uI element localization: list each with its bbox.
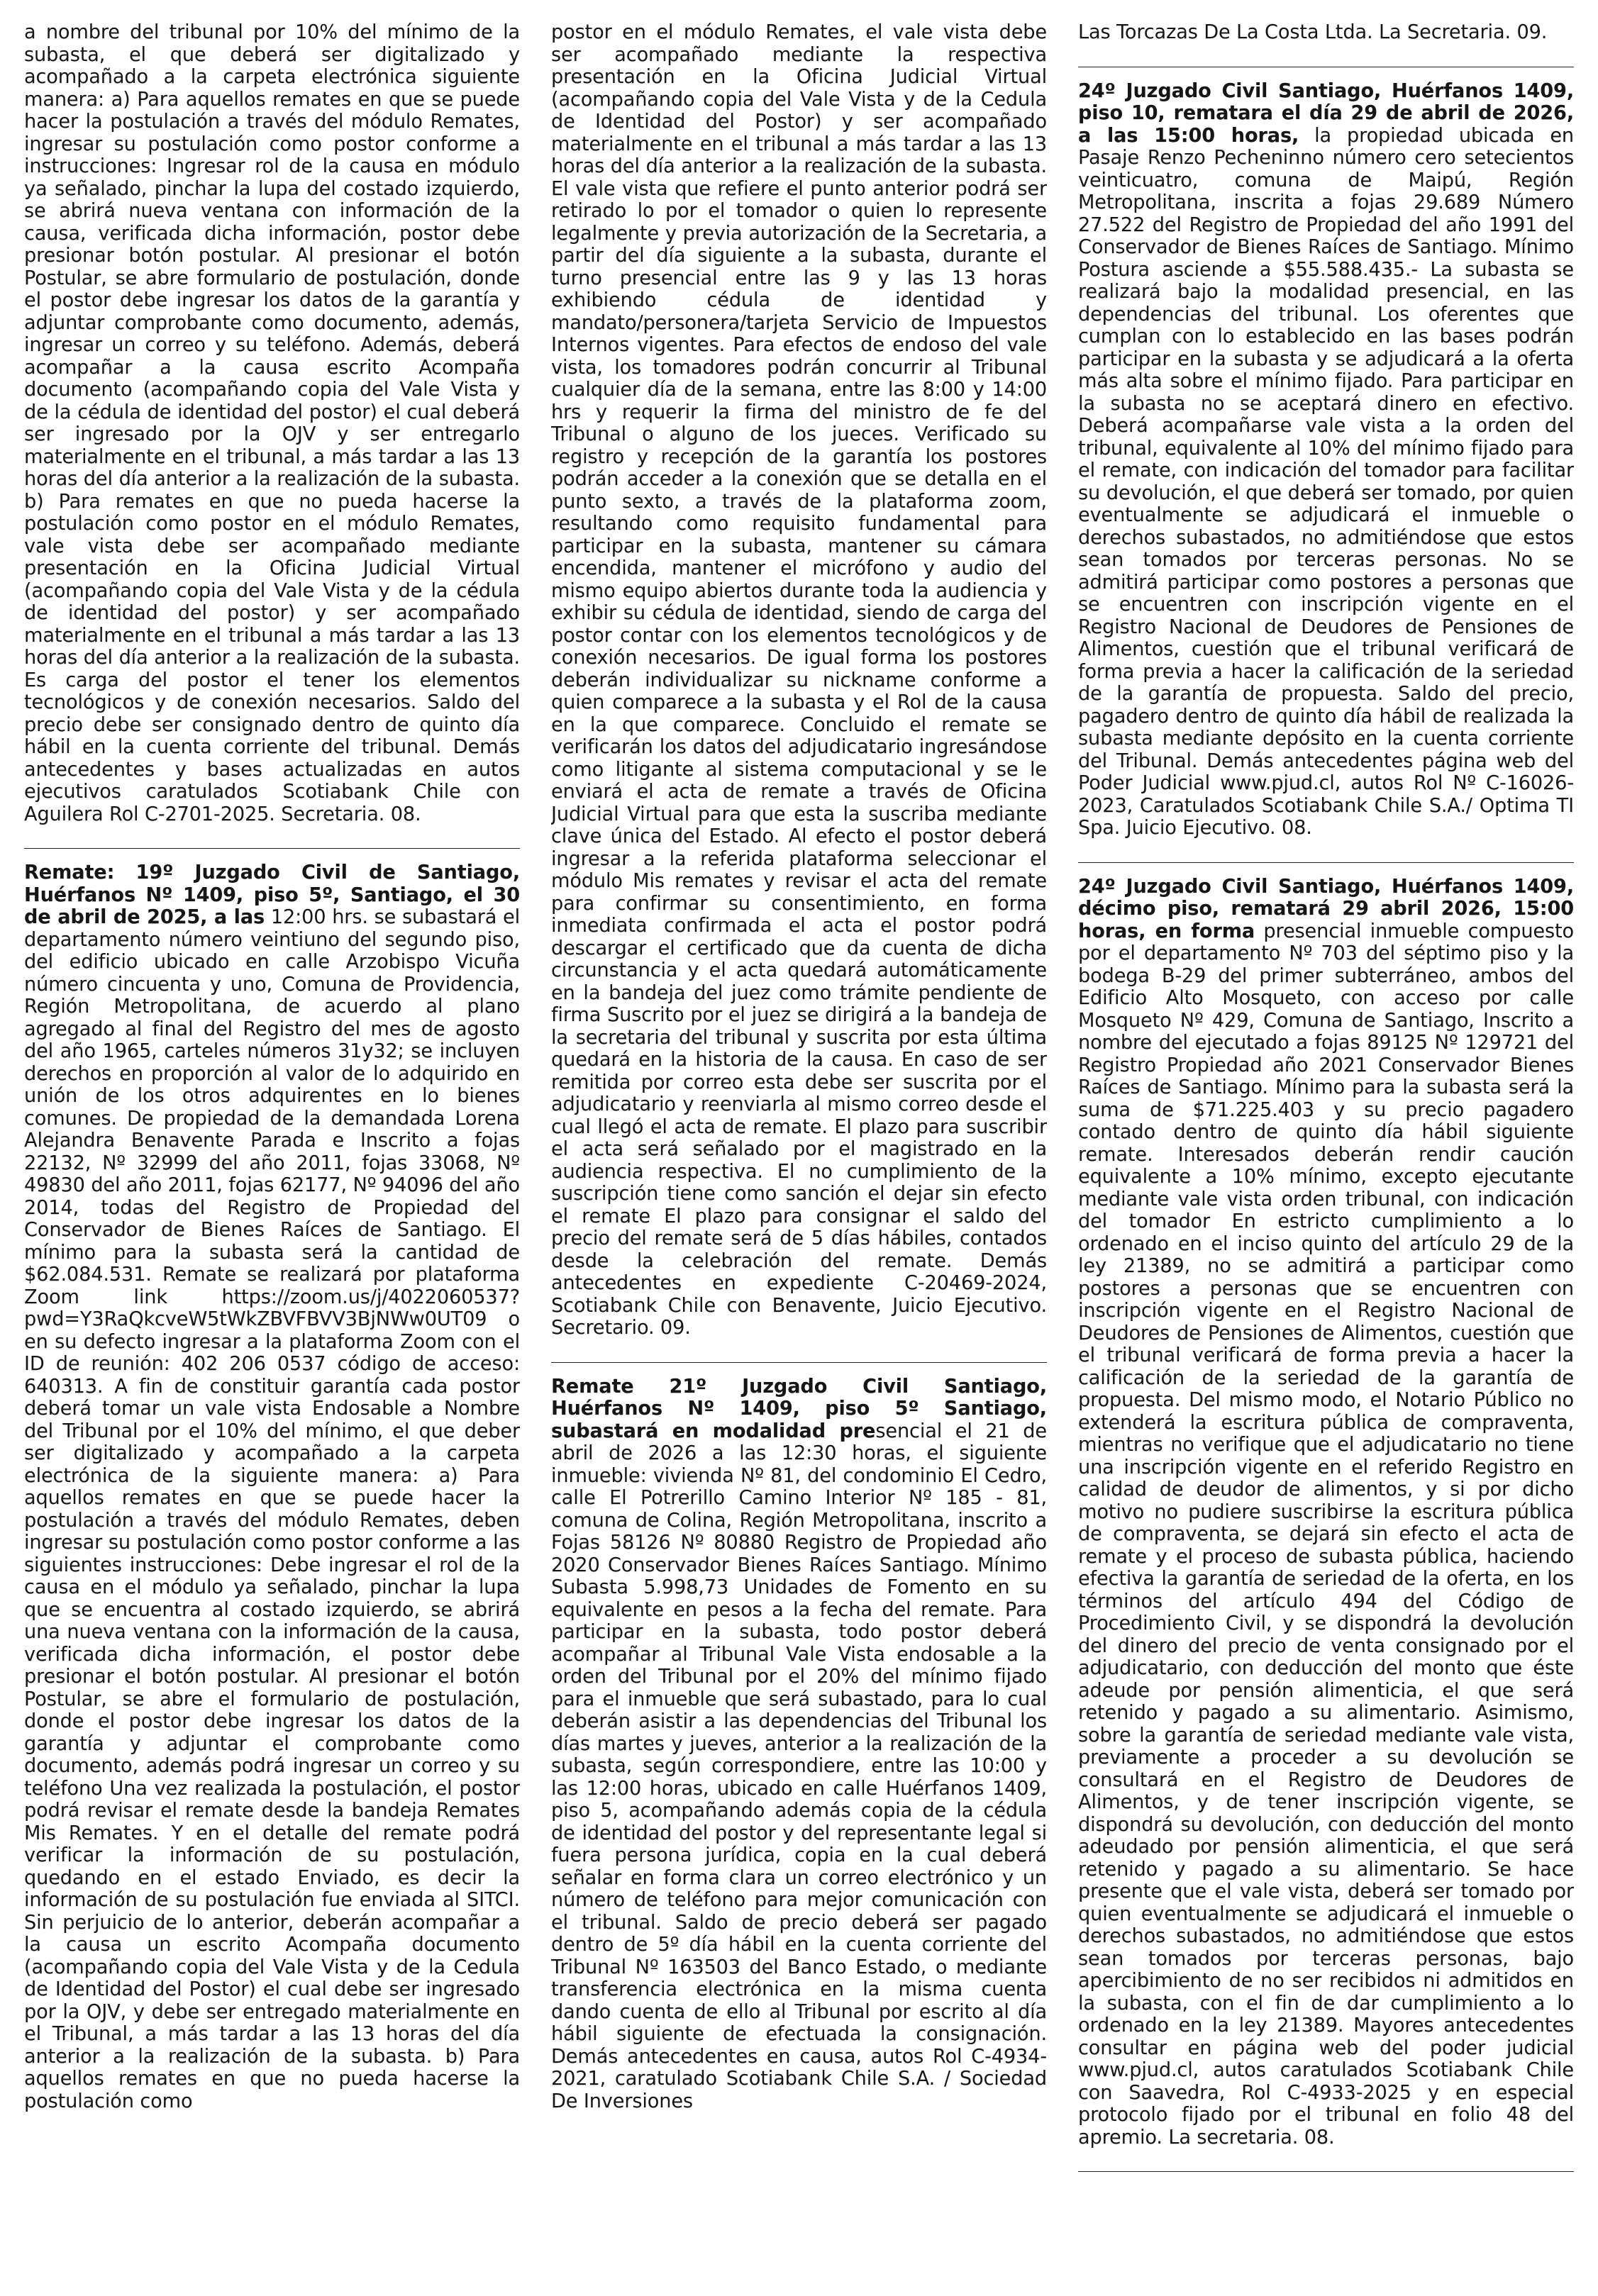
notice-body: la propiedad ubicada en Pasaje Renzo Pecheninno número cero setecientos veinticuatro, comuna de Maipú, Región Metropolitana, inscrita a fojas 29.689 Número 27.522 del Registro de Propiedad del año 1991 del Conservador de Bienes Raíces de Santiago. Mínimo Postura asciende a $55.588.435.- La subasta se realizará bajo la modalidad presencial, en las dependencias del tribunal. Los oferentes que cumplan con lo establecido en las bases podrán participar en la subasta y se adjudicará a la oferta más alta sobre el mínimo fijado. Para participar en la subasta no se aceptará dinero en efectivo. Deberá acompañarse vale vista a la orden del tribunal, equivalente al 10% del mínimo fijado para el remate, con indicación del tomador para facilitar su devolución, el que deberá ser tomado, por quien eventualmente se adjudicará el inmueble o derechos subastados, no admitiéndose que estos sean tomados por terceras personas. No se admitirá participar como postores a personas que se encuentren con inscripción vigente en el Registro Nacional de Deudores de Pensiones de Alimentos, cuestión que el tribunal verificará de forma previa a hacer la calificación de la seriedad de la garantía de propuesta. Saldo del precio, pagadero dentro de quinto día hábil de realizada la subasta mediante depósito en la cuenta corriente del Tribunal. Demás antecedentes página web del Poder Judicial www.pjud.cl, autos Rol Nº C-16026-2023, Caratulados Scotiabank Chile S.A./ Optima TI Spa. Juicio Ejecutivo. 08.	[1078, 124, 1574, 839]
notice-lead: Remate 21º Juzgado Civil Santiago, Huérfanos Nº 1409, piso 5º Santiago, subastará en modalidad pre	[551, 1375, 1047, 1442]
newspaper-page	[24, 21, 1574, 2276]
notice-body: sencial el 21 de abril de 2026 a las 12:30 horas, el siguiente inmueble: vivienda Nº 81, del condominio El Cedro, calle El Potrerillo Camino Interior Nº 185 - 81, comuna de Colina, Región Metropolitana, inscrito a Fojas 58126 Nº 80880 Registro de Propiedad año 2020 Conservador Bienes Raíces Santiago. Mínimo Subasta 5.998,73 Unidades de Fomento en su equivalente en pesos a la fecha del remate. Para participar en la subasta, todo postor deberá acompañar al Tribunal Vale Vista endosable a la orden del Tribunal por el 20% del mínimo fijado para el inmueble que será subastado, para lo cual deberán asistir a las dependencias del Tribunal los días martes y jueves, anterior a la realización de la subasta, según correspondiere, entre las 10:00 y las 12:00 horas, ubicado en calle Huérfanos 1409, piso 5, acompañando además copia de la cédula de identidad del postor y del representante legal si fuera persona jurídica, copia en la cual deberá señalar en forma clara un correo electrónico y un número de teléfono para mejor comunicación con el tribunal. Saldo de precio deberá ser pagado dentro de 5º día hábil en la cuenta corriente del Tribunal Nº 163503 del Banco Estado, o mediante transferencia electrónica en la misma cuenta dando cuenta de ello al Tribunal por escrito al día hábil siguiente de efectuada la consignación. Demás antecedentes en causa, autos Rol C-4934-2021, caratulado Scotiabank Chile S.A. / Sociedad De Inversiones	[551, 1420, 1047, 2112]
notice-text	[1078, 876, 1574, 2149]
notice-lead: Remate: 19º Juzgado Civil de Santiago, Huérfanos Nº 1409, piso 5º, Santiago, el 30 de abril de 2025, a las	[24, 862, 520, 928]
notice-24-juzgado-mosqueto	[1078, 876, 1574, 2161]
notice-divider	[551, 1362, 1047, 1363]
notice-19-juzgado	[24, 862, 520, 2124]
notice-body: Las Torcazas De La Costa Ltda. La Secretaria. 09.	[1078, 21, 1548, 43]
notice-divider	[24, 848, 520, 849]
notice-lead: 24º Juzgado Civil Santiago, Huérfanos 1409, décimo piso, rematará 29 abril 2026, 15:00 horas, en forma	[1078, 875, 1574, 942]
column-3	[1078, 21, 1574, 2276]
notice-text	[1078, 21, 1574, 44]
notice-divider	[1078, 862, 1574, 863]
column-2	[551, 21, 1047, 2276]
notice-continuation	[1078, 21, 1574, 55]
notice-text	[1078, 80, 1574, 840]
notice-body: a nombre del tribunal por 10% del mínimo de la subasta, el que deberá ser digitalizado y acompañado a la carpeta electrónica siguiente manera: a) Para aquellos remates en que se puede hacer la postulación a través del módulo Remates, ingresar su postulación como postor conforme a instrucciones: Ingresar rol de la causa en módulo ya señalado, pinchar la lupa del costado izquierdo, se abrirá nueva ventana con información de la causa, verificada dicha información, postor debe presionar botón postular. Al presionar el botón Postular, se abre formulario de postulación, donde el postor debe ingresar los datos de la garantía y adjuntar comprobante como documento, además, ingresar un correo y su teléfono. Además, deberá acompañar a la causa escrito Acompaña documento (acompañando copia del Vale Vista y de la cédula de identidad del postor) el cual deberá ser ingresado por la OJV y ser entregarlo materialmente en el tribunal, a más tardar a las 13 horas del día anterior a la realización de la subasta. b) Para remates en que no pueda hacerse la postulación como postor en el módulo Remates, vale vista debe ser acompañado mediante presentación en la Oficina Judicial Virtual (acompañando copia del Vale Vista y de la cédula de identidad del postor) y ser acompañado materialmente en el tribunal a más tardar a las 13 horas del día anterior a la realización de la subasta. Es carga del postor el tener los elementos tecnológicos y de conexión necesarios. Saldo del precio debe ser consignado dentro de quinto día hábil en la cuenta corriente del tribunal. Demás antecedentes y bases actualizadas en autos ejecutivos caratulados Scotiabank Chile con Aguilera Rol C-2701-2025. Secretaria. 08.	[24, 21, 520, 825]
notice-text	[24, 21, 520, 825]
notice-divider	[1078, 2171, 1574, 2172]
notice-continuation	[24, 21, 520, 837]
notice-24-juzgado-maipu	[1078, 80, 1574, 851]
notice-21-juzgado	[551, 1376, 1047, 2124]
notice-text	[551, 21, 1047, 1339]
notice-continuation	[551, 21, 1047, 1351]
notice-text	[551, 1376, 1047, 2113]
notice-text	[24, 862, 520, 2112]
notice-lead: 24º Juzgado Civil Santiago, Huérfanos 1409, piso 10, rematara el día 29 de abril de 2026, a las 15:00 horas,	[1078, 79, 1574, 147]
notice-body: postor en el módulo Remates, el vale vista debe ser acompañado mediante la respectiva presentación en la Oficina Judicial Virtual (acompañando copia del Vale Vista y de la Cedula de Identidad del Postor) y ser acompañado materialmente en el tribunal a más tardar a las 13 horas del día anterior a la realización de la subasta. El vale vista que refiere el punto anterior podrá ser retirado lo por el tomador o quien lo represente legalmente y previa autorización de la Secretaria, a partir del día siguiente a la subasta, durante el turno presencial entre las 9 y las 13 horas exhibiendo cédula de identidad y mandato/personera/tarjeta Servicio de Impuestos Internos vigentes. Para efectos de endoso del vale vista, los tomadores podrán concurrir al Tribunal cualquier día de la semana, entre las 8:00 y 14:00 hrs y requerir la firma del ministro de fe del Tribunal o alguno de los jueces. Verificado su registro y recepción de la garantía los postores podrán acceder a la conexión que se detalla en el punto sexto, a través de la plataforma zoom, resultando como requisito fundamental para participar en la subasta, mantener su cámara encendida, mantener el micrófono y audio del mismo equipo abiertos durante toda la audiencia y exhibir su cédula de identidad, siendo de carga del postor contar con los elementos tecnológicos y de conexión necesarios. De igual forma los postores deberán individualizar su nickname conforme a quien comparece a la subasta y el Rol de la causa en la que comparece. Concluido el remate se verificarán los datos del adjudicatario ingresándose como litigante al sistema computacional y se le enviará el acta de remate a través de Oficina Judicial Virtual para que esta la suscriba mediante clave única del Estado. Al efecto el postor deberá ingresar a la referida plataforma seleccionar el módulo Mis remates y revisar el acta del remate para confirmar su consentimiento, en forma inmediata confirmada el acta el postor podrá descargar el certificado que da cuenta de dicha circunstancia y el acta quedará automáticamente en la bandeja del juez como trámite pendiente de firma Suscrito por el juez se dirigirá a la bandeja de la secretaria del tribunal y suscrita por esta última quedará en la historia de la causa. En caso de ser remitida por correo esta debe ser suscrita por el adjudicatario y reenviarla al mismo correo desde el cual llegó el acta de remate. El plazo para suscribir el acta será señalado por el magistrado en la audiencia respectiva. El no cumplimiento de la suscripción tiene como sanción el dejar sin efecto el remate El plazo para consignar el saldo del precio del remate será de 5 días hábiles, contados desde la celebración del remate. Demás antecedentes en expediente C-20469-2024, Scotiabank Chile con Benavente, Juicio Ejecutivo. Secretario. 09.	[551, 21, 1047, 1339]
column-1	[24, 21, 520, 2276]
notice-body: presencial inmueble compuesto por el departamento Nº 703 del séptimo piso y la bodega B-29 del primer subterráneo, ambos del Edificio Alto Mosqueto, con acceso por calle Mosqueto Nº 429, Comuna de Santiago, Inscrito a nombre del ejecutado a fojas 89125 Nº 129721 del Registro Propiedad año 2021 Conservador Bienes Raíces de Santiago. Mínimo para la subasta será la suma de $71.225.403 y su precio pagadero contado dentro de quinto día hábil siguiente remate. Interesados deberán rendir caución equivalente a 10% mínimo, excepto ejecutante mediante vale vista orden tribunal, con indicación del tomador En estricto cumplimiento a lo ordenado en el inciso quinto del artículo 29 de la ley 21389, no se admitirá a participar como postores a personas que se encuentren con inscripción vigente en el Registro Nacional de Deudores de Pensiones de Alimentos, cuestión que el tribunal verificará de forma previa a hacer la calificación de la seriedad de la garantía de propuesta. Del mismo modo, el Notario Público no extenderá la escritura pública de compraventa, mientras no verifique que el adjudicatario no tiene una inscripción vigente en el referido Registro en calidad de deudor de alimentos, y si por dicho motivo no pudiere suscribirse la escritura pública de compraventa, se dejará sin efecto el acta de remate y el proceso de subasta pública, haciendo efectiva la garantía de seriedad de la oferta, en los términos del artículo 494 del Código de Procedimiento Civil, y se dispondrá la devolución del dinero del precio de venta consignado por el adjudicatario, con deducción del monto que éste adeude por pensión alimenticia, el que será retenido y pagado a su alimentario. Asimismo, sobre la garantía de seriedad mediante vale vista, previamente a proceder a su devolución se consultará en el Registro de Deudores de Alimentos, y de tener inscripción vigente, se dispondrá su devolución, con deducción del monto adeudado por pensión alimenticia, el que será retenido y pagado a su alimentario. Se hace presente que el vale vista, deberá ser tomado por quien eventualmente se adjudicará el inmueble o derechos subastados, no admitiéndose que estos sean tomados por terceras personas, bajo apercibimiento de no ser recibidos ni admitidos en la subasta, con el fin de dar cumplimiento a lo ordenado en la ley 21389. Mayores antecedentes consultar en página web del poder judicial www.pjud.cl, autos caratulados Scotiabank Chile con Saavedra, Rol C-4933-2025 y en especial protocolo fijado por el tribunal en folio 48 del apremio. La secretaria. 08.	[1078, 920, 1574, 2149]
notice-body: 12:00 hrs. se subastará el departamento número veintiuno del segundo piso, del edificio ubicado en calle Arzobispo Vicuña número cincuenta y uno, Comuna de Providencia, Región Metropolitana, de acuerdo al plano agregado al final del Registro del mes de agosto del año 1965, carteles números 31y32; se incluyen derechos en proporción al valor de lo adquirido en unión de los otros adquirentes en lo bienes comunes. De propiedad de la demandada Lorena Alejandra Benavente Parada e Inscrito a fojas 22132, Nº 32999 del año 2011, fojas 33068, Nº 49830 del año 2011, fojas 62177, Nº 94096 del año 2014, todas del Registro de Propiedad del Conservador de Bienes Raíces de Santiago. El mínimo para la subasta será la cantidad de $62.084.531. Remate se realizará por plataforma Zoom link https://zoom.us/j/4022060537?pwd=Y3RaQkcveW5tWkZBVFBVV3BjNWw0UT09 o en su defecto ingresar a la plataforma Zoom con el ID de reunión: 402 206 0537 código de acceso: 640313. A fin de constituir garantía cada postor deberá tomar un vale vista Endosable a Nombre del Tribunal por el 10% del mínimo, el que deber ser digitalizado y acompañado a la carpeta electrónica de la siguiente manera: a) Para aquellos remates en que se puede hacer la postulación a través del módulo Remates, deben ingresar su postulación como postor conforme a las siguientes instrucciones: Debe ingresar el rol de la causa en el módulo ya señalado, pinchar la lupa que se encuentra al costado izquierdo, se abrirá una nueva ventana con la información de la causa, verificada dicha información, el postor debe presionar el botón postular. Al presionar el botón Postular, se abre el formulario de postulación, donde el postor debe ingresar los datos de la garantía y adjuntar el comprobante como documento, además podrá ingresar un correo y su teléfono Una vez realizada la postulación, el postor podrá revisar el remate desde la bandeja Remates Mis Remates. Y en el detalle del remate podrá verificar la información de su postulación, quedando en el estado Enviado, es decir la información de su postulación fue enviada al SITCI. Sin perjuicio de lo anterior, deberán acompañar a la causa un escrito Acompaña documento (acompañando copia del Vale Vista y de la Cedula de Identidad del Postor) el cual debe ser ingresado por la OJV, y debe ser entregado materialmente en el Tribunal, a más tardar a las 13 horas del día anterior a la realización de la subasta. b) Para aquellos remates en que no pueda hacerse la postulación como	[24, 906, 520, 2112]
